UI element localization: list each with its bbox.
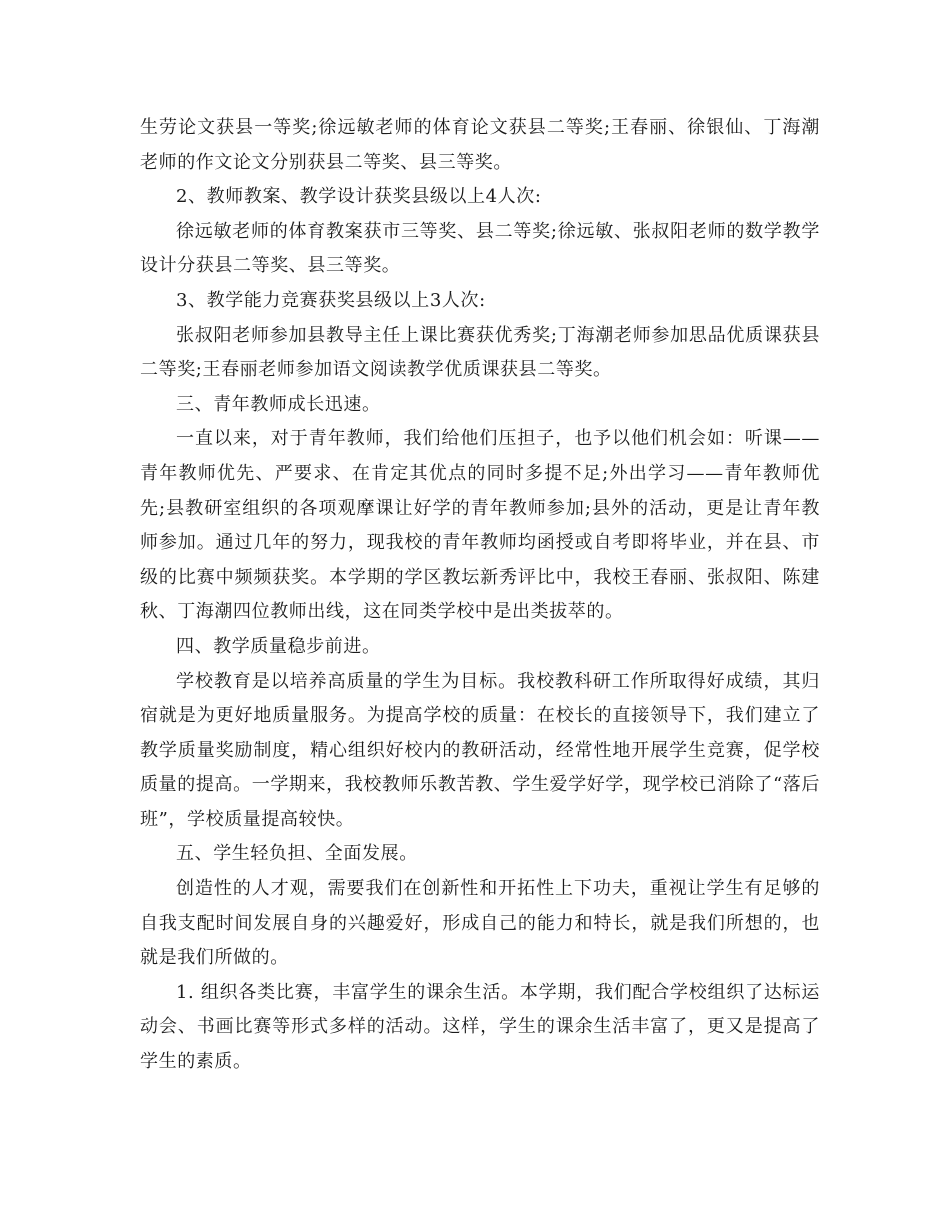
- document-body: [140, 111, 820, 1080]
- section-heading-student-development: 五、学生轻负担、全面发展。: [176, 843, 418, 865]
- section-heading-young-teachers: 三、青年教师成长迅速。: [176, 393, 381, 415]
- paragraph-teaching-quality: 学校教育是以培养高质量的学生为目标。我校教科研工作所取得好成绩，其归宿就是为更好地质量服务。为提高学校的质量：在校长的直接领导下，我们建立了教学质量奖励制度，精心组织好校内的教研活动，经常性地开展学生竞赛，促学校质量的提高。一学期来，我校教师乐教苦教、学生爱学好学，现学校已消除了“落后班”，学校质量提高较快。: [140, 670, 820, 830]
- paragraph-extracurricular-activities: 1. 组织各类比赛，丰富学生的课余生活。本学期，我们配合学校组织了达标运动会、书画比赛等形式多样的活动。这样，学生的课余生活丰富了，更又是提高了学生的素质。: [140, 981, 820, 1073]
- paragraph-lesson-plan-awards: 徐远敏老师的体育教案获市三等奖、县二等奖;徐远敏、张叔阳老师的数学教学设计分获县二等奖、县三等奖。: [140, 220, 820, 277]
- paragraph-young-teachers: 一直以来，对于青年教师，我们给他们压担子，也予以他们机会如：听课——青年教师优先、严要求、在肯定其优点的同时多提不足;外出学习——青年教师优先;县教研室组织的各项观摩课让好学的青年教师参加;县外的活动，更是让青年教师参加。通过几年的努力，现我校的青年教师均函授或自考即将毕业，并在县、市级的比赛中频频获奖。本学期的学区教坛新秀评比中，我校王春丽、张叔阳、陈建秋、丁海潮四位教师出线，这在同类学校中是出类拔萃的。: [140, 428, 820, 623]
- section-heading-teaching-quality: 四、教学质量稳步前进。: [176, 635, 381, 657]
- paragraph-heading-teaching-competition: 3、教学能力竞赛获奖县级以上3人次:: [176, 289, 486, 311]
- paragraph-student-development: 创造性的人才观，需要我们在创新性和开拓性上下功夫，重视让学生有足够的自我支配时间发展自身的兴趣爱好，形成自己的能力和特长，就是我们所想的，也就是我们所做的。: [140, 878, 820, 969]
- paragraph-award-papers: 生劳论文获县一等奖;徐远敏老师的体育论文获县二等奖;王春丽、徐银仙、丁海潮老师的作文论文分别获县二等奖、县三等奖。: [140, 117, 820, 173]
- paragraph-competition-awards: 张叔阳老师参加县教导主任上课比赛获优秀奖;丁海潮老师参加思品优质课获县二等奖;王春丽老师参加语文阅读教学优质课获县二等奖。: [140, 324, 820, 381]
- paragraph-heading-lesson-plans: 2、教师教案、教学设计获奖县级以上4人次:: [176, 186, 542, 208]
